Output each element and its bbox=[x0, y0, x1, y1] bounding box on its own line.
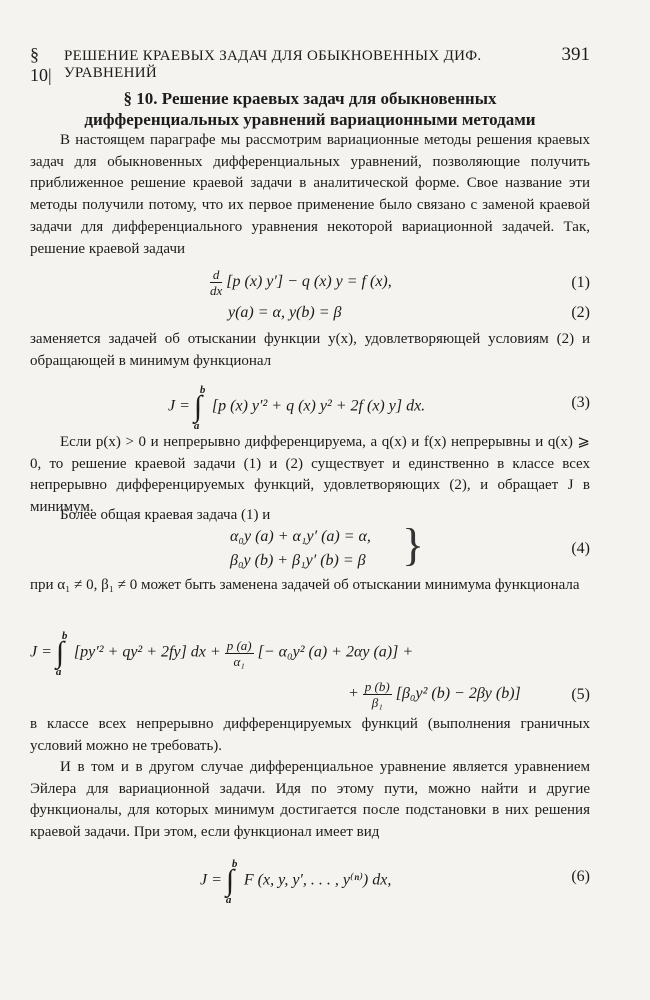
paragraph-conditions: Если p(x) > 0 и непрерывно дифференцируема, а q(x) и f(x) непрерывны и q(x) ⩾ 0, то решение краевой задачи (1) и (2) существует и единственно в классе всех непрерывно дифференцируемых функций, удовлетворяющих (2), и обращает J в минимум. bbox=[30, 434, 590, 516]
paragraph-euler: И в том и в другом случае дифференциальное уравнение является уравнением Эйлера для вариационной задачи. Идя по этому пути, можно найти и другие функционалы, для которых минимум достигается после подстановки в них решения краевой задачи. При этом, если функционал имеет вид bbox=[30, 759, 590, 841]
integral-sign: ∫ b a bbox=[225, 858, 238, 906]
equation-4 bbox=[30, 519, 590, 580]
section-title-line2: дифференциальных уравнений вариационными методами bbox=[84, 110, 536, 129]
equation-2-number: (2) bbox=[571, 304, 590, 321]
header-running-title: РЕШЕНИЕ КРАЕВЫХ ЗАДАЧ ДЛЯ ОБЫКНОВЕННЫХ ДИФ. УРАВНЕНИЙ bbox=[63, 48, 482, 81]
derivative-fraction: $\frac{d}{dx}$ bbox=[210, 267, 223, 298]
equation-3: J = ∫ b a [p (x) y′² + q (x) y² + 2f (x) y] dx. (3) bbox=[168, 384, 590, 432]
fraction-p-b: $\frac{p (b)}{\text{β₁}}$ bbox=[364, 679, 390, 710]
equation-4-line1: α₀y (a) + α₁y′ (a) = α, bbox=[230, 528, 371, 545]
section-title-line1: § 10. Решение краевых задач для обыкновенных bbox=[123, 89, 497, 108]
paragraph-general-problem: Более общая краевая задача (1) и bbox=[60, 507, 271, 523]
paragraph-class: в классе всех непрерывно дифференцируемых функций (выполнения граничных условий можно не требовать). bbox=[30, 716, 590, 754]
fraction-p-a: $\frac{p (a)}{\text{α₁}}$ bbox=[226, 637, 252, 669]
equation-5-number: (5) bbox=[571, 686, 590, 703]
equation-2-body: y(a) = α, y(b) = β bbox=[228, 304, 342, 321]
paragraph-intro: В настоящем параграфе мы рассмотрим вариационные методы решения краевых задач для обыкновенных дифференциальных уравнений, позволяющие получить приближенное решение краевой задачи в аналитической форме. Свое название эти методы получили потому, что их первое применение было связано с заменой краевой задачи для дифференциального уравнения некоторой вариационной задачей. Так, решение краевой задачи bbox=[30, 132, 590, 257]
equation-6: J = ∫ b a F (x, y, y′, . . . , y⁽ⁿ⁾) dx, (6) bbox=[200, 858, 590, 906]
running-header bbox=[30, 44, 590, 86]
paragraph-replacement: при α₁ ≠ 0, β₁ ≠ 0 может быть заменена задачей об отыскании минимума функционала bbox=[30, 577, 580, 593]
page-number: 391 bbox=[561, 44, 590, 65]
equation-1-number: (1) bbox=[571, 274, 590, 291]
equation-6-body: F (x, y, y′, . . . , y⁽ⁿ⁾) dx, bbox=[243, 871, 392, 889]
right-brace: } bbox=[402, 519, 425, 570]
integral-sign: ∫ b a bbox=[55, 630, 68, 678]
paragraph-functional: заменяется задачей об отыскании функции y(x), удовлетворяющей условиям (2) и обращающей в минимум функционал bbox=[30, 331, 590, 369]
equation-3-number: (3) bbox=[571, 394, 590, 411]
equation-5: J = ∫ b a [py′² + qy² + 2fy] dx + $\frac{p (a)}{\text{α₁}}$ [− α₀y² (a) + 2αy (a)] + + $\frac{p (b)}{\text{β₁}}$ [β₀y² (b) − 2βy (b)] (5) bbox=[30, 630, 590, 710]
equation-1 bbox=[30, 268, 590, 302]
equation-1-body: [p (x) y′] − q (x) y = f (x), bbox=[226, 273, 392, 291]
equation-6-number: (6) bbox=[571, 868, 590, 885]
equation-4-number: (4) bbox=[571, 540, 590, 557]
equation-3-body: [p (x) y′² + q (x) y² + 2f (x) y] dx. bbox=[211, 397, 426, 415]
section-title bbox=[40, 88, 580, 130]
equation-4-line2: β₀y (b) + β₁y′ (b) = β bbox=[230, 552, 366, 569]
integral-sign: ∫ b a bbox=[193, 384, 206, 432]
header-section: § 10| bbox=[30, 44, 52, 85]
